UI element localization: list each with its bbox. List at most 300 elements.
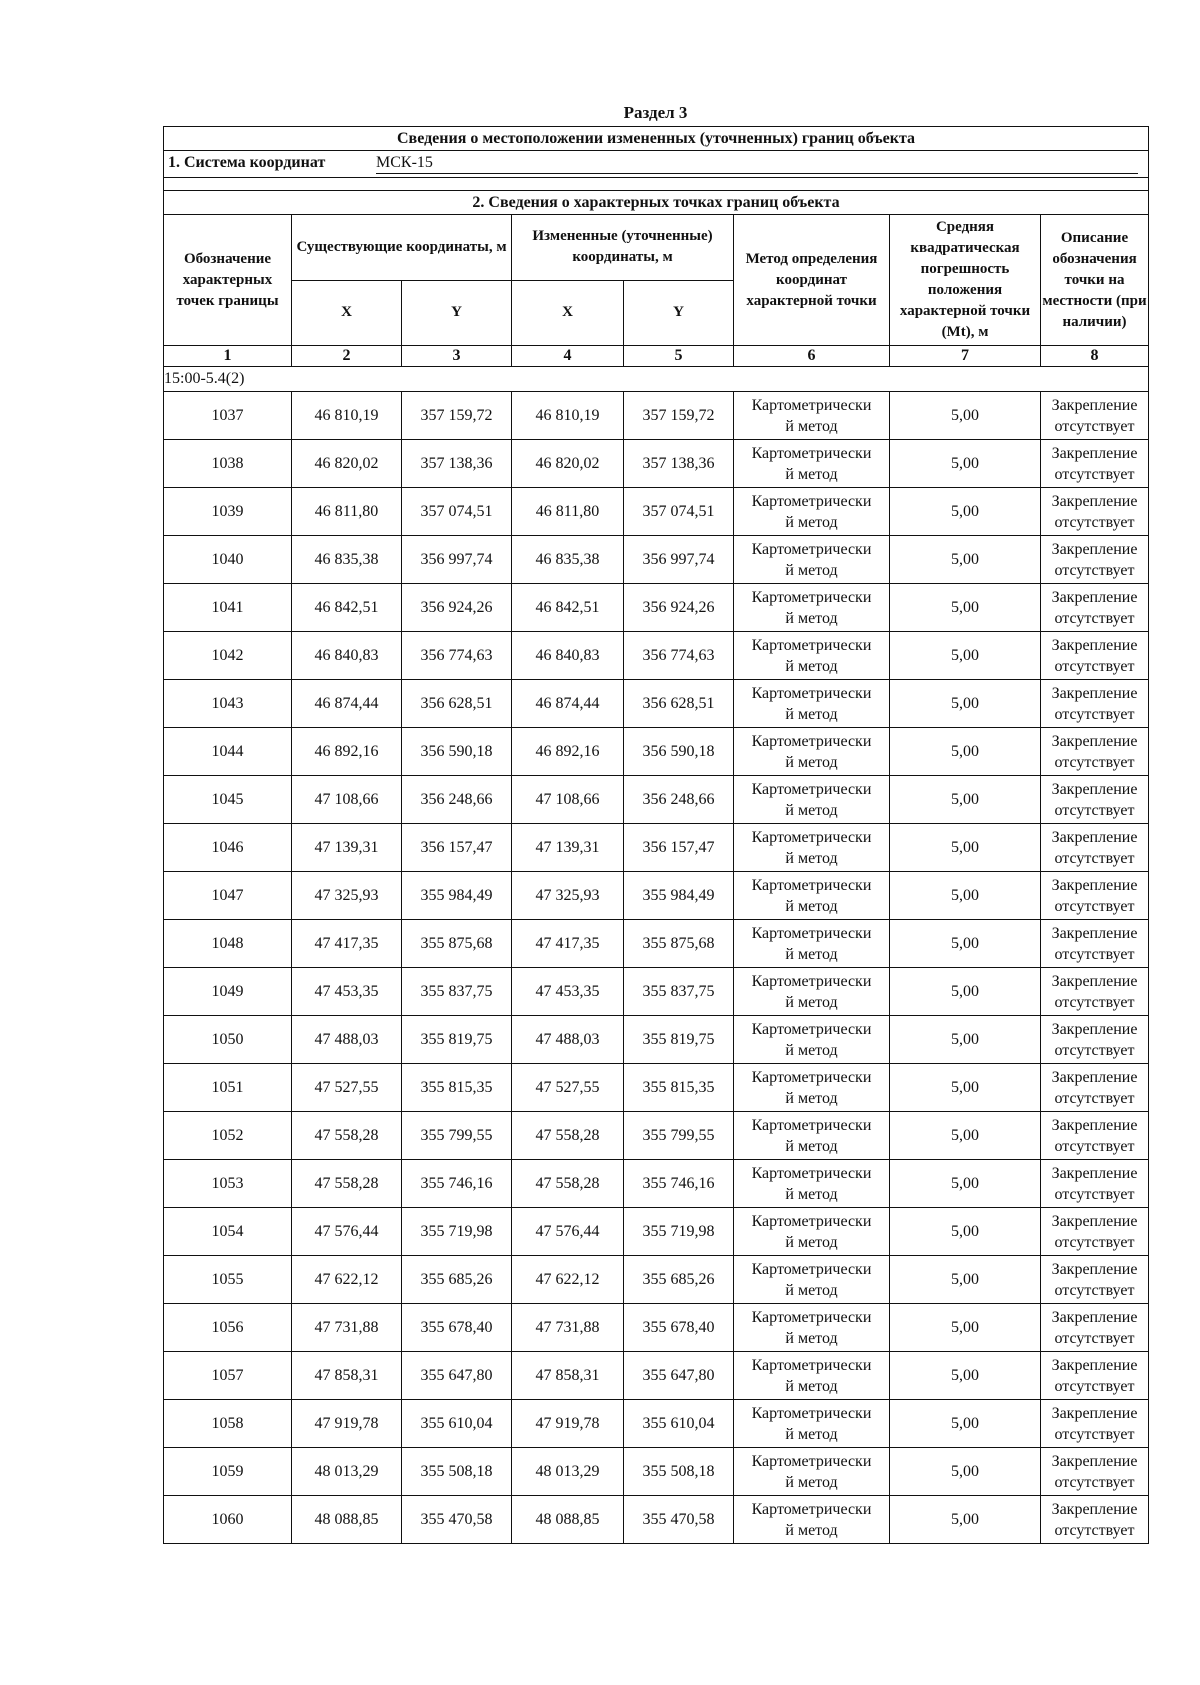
description-line-2: отсутствует bbox=[1054, 945, 1135, 963]
description-line-2: отсутствует bbox=[1054, 801, 1135, 819]
table-row bbox=[164, 488, 1149, 536]
header-y-existing: Y bbox=[402, 280, 512, 346]
method-line-1: Картометрически bbox=[751, 1020, 872, 1038]
method-cell bbox=[734, 1448, 890, 1496]
method-cell bbox=[734, 1112, 890, 1160]
error-value: 5,00 bbox=[890, 632, 1041, 680]
method-cell bbox=[734, 872, 890, 920]
description-line-1: Закрепление bbox=[1051, 972, 1138, 990]
description-cell bbox=[1041, 968, 1149, 1016]
method-line-1: Картометрически bbox=[751, 1452, 872, 1470]
description-line-2: отсутствует bbox=[1054, 657, 1135, 675]
existing-x: 46 842,51 bbox=[292, 584, 402, 632]
header-existing: Существующие координаты, м bbox=[292, 215, 512, 281]
method-line-2: й метод bbox=[785, 609, 838, 627]
description-line-2: отсутствует bbox=[1054, 1041, 1135, 1059]
description-line-1: Закрепление bbox=[1051, 684, 1138, 702]
method-cell bbox=[734, 1352, 890, 1400]
changed-y: 355 875,68 bbox=[624, 920, 734, 968]
description-cell bbox=[1041, 920, 1149, 968]
existing-x: 47 325,93 bbox=[292, 872, 402, 920]
changed-y: 355 647,80 bbox=[624, 1352, 734, 1400]
existing-y: 355 647,80 bbox=[402, 1352, 512, 1400]
table-row bbox=[164, 776, 1149, 824]
changed-x: 46 842,51 bbox=[512, 584, 624, 632]
existing-y: 355 470,58 bbox=[402, 1496, 512, 1544]
method-cell bbox=[734, 1208, 890, 1256]
method-line-2: й метод bbox=[785, 801, 838, 819]
point-id: 1037 bbox=[164, 392, 292, 440]
point-id: 1043 bbox=[164, 680, 292, 728]
description-line-2: отсутствует bbox=[1054, 561, 1135, 579]
error-value: 5,00 bbox=[890, 1064, 1041, 1112]
point-id: 1053 bbox=[164, 1160, 292, 1208]
changed-y: 356 248,66 bbox=[624, 776, 734, 824]
changed-x: 47 558,28 bbox=[512, 1112, 624, 1160]
description-line-1: Закрепление bbox=[1051, 444, 1138, 462]
error-value: 5,00 bbox=[890, 1496, 1041, 1544]
description-cell bbox=[1041, 776, 1149, 824]
changed-y: 355 685,26 bbox=[624, 1256, 734, 1304]
method-line-2: й метод bbox=[785, 849, 838, 867]
point-id: 1040 bbox=[164, 536, 292, 584]
changed-y: 355 815,35 bbox=[624, 1064, 734, 1112]
changed-x: 46 820,02 bbox=[512, 440, 624, 488]
error-value: 5,00 bbox=[890, 1304, 1041, 1352]
column-number: 3 bbox=[402, 346, 512, 367]
method-cell bbox=[734, 632, 890, 680]
description-cell bbox=[1041, 824, 1149, 872]
description-cell bbox=[1041, 1112, 1149, 1160]
point-id: 1041 bbox=[164, 584, 292, 632]
method-line-1: Картометрически bbox=[751, 876, 872, 894]
changed-y: 355 678,40 bbox=[624, 1304, 734, 1352]
point-id: 1059 bbox=[164, 1448, 292, 1496]
description-line-2: отсутствует bbox=[1054, 1425, 1135, 1443]
description-cell bbox=[1041, 536, 1149, 584]
column-number: 2 bbox=[292, 346, 402, 367]
point-id: 1047 bbox=[164, 872, 292, 920]
point-id: 1038 bbox=[164, 440, 292, 488]
point-id: 1056 bbox=[164, 1304, 292, 1352]
description-line-1: Закрепление bbox=[1051, 1356, 1138, 1374]
description-line-1: Закрепление bbox=[1051, 1308, 1138, 1326]
method-line-1: Картометрически bbox=[751, 684, 872, 702]
table-row bbox=[164, 632, 1149, 680]
error-value: 5,00 bbox=[890, 1352, 1041, 1400]
error-value: 5,00 bbox=[890, 728, 1041, 776]
existing-x: 47 622,12 bbox=[292, 1256, 402, 1304]
existing-y: 355 984,49 bbox=[402, 872, 512, 920]
error-value: 5,00 bbox=[890, 872, 1041, 920]
method-cell bbox=[734, 680, 890, 728]
method-line-2: й метод bbox=[785, 1425, 838, 1443]
point-id: 1058 bbox=[164, 1400, 292, 1448]
description-line-1: Закрепление bbox=[1051, 876, 1138, 894]
description-line-1: Закрепление bbox=[1051, 1452, 1138, 1470]
header-method: Метод определения координат характерной точки bbox=[734, 215, 890, 346]
existing-y: 357 159,72 bbox=[402, 392, 512, 440]
error-value: 5,00 bbox=[890, 536, 1041, 584]
header-y-changed: Y bbox=[624, 280, 734, 346]
table-row bbox=[164, 872, 1149, 920]
error-value: 5,00 bbox=[890, 920, 1041, 968]
point-id: 1052 bbox=[164, 1112, 292, 1160]
description-line-1: Закрепление bbox=[1051, 1020, 1138, 1038]
description-cell bbox=[1041, 1016, 1149, 1064]
existing-x: 47 417,35 bbox=[292, 920, 402, 968]
method-line-2: й метод bbox=[785, 753, 838, 771]
description-cell bbox=[1041, 1352, 1149, 1400]
table-row bbox=[164, 1352, 1149, 1400]
method-cell bbox=[734, 488, 890, 536]
description-line-1: Закрепление bbox=[1051, 1164, 1138, 1182]
column-number: 1 bbox=[164, 346, 292, 367]
method-cell bbox=[734, 920, 890, 968]
method-line-2: й метод bbox=[785, 1329, 838, 1347]
existing-x: 47 139,31 bbox=[292, 824, 402, 872]
changed-x: 47 325,93 bbox=[512, 872, 624, 920]
section-title: Раздел 3 bbox=[623, 103, 688, 122]
points-title: 2. Сведения о характерных точках границ объекта bbox=[164, 191, 1149, 215]
description-cell bbox=[1041, 584, 1149, 632]
description-line-2: отсутствует bbox=[1054, 1137, 1135, 1155]
changed-x: 48 013,29 bbox=[512, 1448, 624, 1496]
error-value: 5,00 bbox=[890, 584, 1041, 632]
existing-x: 47 527,55 bbox=[292, 1064, 402, 1112]
error-value: 5,00 bbox=[890, 440, 1041, 488]
error-value: 5,00 bbox=[890, 1208, 1041, 1256]
coord-system-value: МСК-15 bbox=[376, 154, 433, 171]
header-changed: Измененные (уточненные) координаты, м bbox=[512, 215, 734, 281]
changed-y: 355 799,55 bbox=[624, 1112, 734, 1160]
table-row bbox=[164, 1112, 1149, 1160]
changed-y: 355 984,49 bbox=[624, 872, 734, 920]
table-row bbox=[164, 1400, 1149, 1448]
changed-y: 355 508,18 bbox=[624, 1448, 734, 1496]
description-line-2: отсутствует bbox=[1054, 753, 1135, 771]
method-cell bbox=[734, 776, 890, 824]
existing-x: 47 858,31 bbox=[292, 1352, 402, 1400]
changed-x: 47 108,66 bbox=[512, 776, 624, 824]
error-value: 5,00 bbox=[890, 1400, 1041, 1448]
method-cell bbox=[734, 1400, 890, 1448]
method-cell bbox=[734, 968, 890, 1016]
description-cell bbox=[1041, 440, 1149, 488]
description-cell bbox=[1041, 1256, 1149, 1304]
column-number: 6 bbox=[734, 346, 890, 367]
existing-x: 46 835,38 bbox=[292, 536, 402, 584]
existing-y: 355 508,18 bbox=[402, 1448, 512, 1496]
description-line-2: отсутствует bbox=[1054, 609, 1135, 627]
changed-x: 47 576,44 bbox=[512, 1208, 624, 1256]
table-row bbox=[164, 1208, 1149, 1256]
changed-x: 47 919,78 bbox=[512, 1400, 624, 1448]
method-cell bbox=[734, 392, 890, 440]
point-id: 1042 bbox=[164, 632, 292, 680]
changed-y: 356 590,18 bbox=[624, 728, 734, 776]
changed-x: 46 835,38 bbox=[512, 536, 624, 584]
method-cell bbox=[734, 1064, 890, 1112]
description-line-2: отсутствует bbox=[1054, 417, 1135, 435]
method-cell bbox=[734, 440, 890, 488]
changed-x: 47 527,55 bbox=[512, 1064, 624, 1112]
description-cell bbox=[1041, 728, 1149, 776]
method-line-1: Картометрически bbox=[751, 924, 872, 942]
existing-y: 355 837,75 bbox=[402, 968, 512, 1016]
changed-y: 355 746,16 bbox=[624, 1160, 734, 1208]
point-id: 1045 bbox=[164, 776, 292, 824]
method-line-2: й метод bbox=[785, 1377, 838, 1395]
method-line-2: й метод bbox=[785, 945, 838, 963]
existing-x: 46 820,02 bbox=[292, 440, 402, 488]
existing-x: 47 488,03 bbox=[292, 1016, 402, 1064]
existing-x: 47 453,35 bbox=[292, 968, 402, 1016]
method-line-2: й метод bbox=[785, 897, 838, 915]
table-row bbox=[164, 968, 1149, 1016]
existing-y: 355 875,68 bbox=[402, 920, 512, 968]
changed-y: 356 157,47 bbox=[624, 824, 734, 872]
existing-y: 356 774,63 bbox=[402, 632, 512, 680]
changed-y: 357 159,72 bbox=[624, 392, 734, 440]
existing-y: 356 248,66 bbox=[402, 776, 512, 824]
description-line-1: Закрепление bbox=[1051, 396, 1138, 414]
existing-y: 355 678,40 bbox=[402, 1304, 512, 1352]
header-error: Средняя квадратическая погрешность положения характерной точки (Mt), м bbox=[890, 215, 1041, 346]
method-line-2: й метод bbox=[785, 1089, 838, 1107]
changed-x: 47 622,12 bbox=[512, 1256, 624, 1304]
method-line-2: й метод bbox=[785, 1137, 838, 1155]
description-line-1: Закрепление bbox=[1051, 1212, 1138, 1230]
existing-y: 356 924,26 bbox=[402, 584, 512, 632]
method-line-1: Картометрически bbox=[751, 588, 872, 606]
description-line-2: отсутствует bbox=[1054, 705, 1135, 723]
point-id: 1054 bbox=[164, 1208, 292, 1256]
existing-y: 356 628,51 bbox=[402, 680, 512, 728]
method-line-2: й метод bbox=[785, 1233, 838, 1251]
changed-x: 46 810,19 bbox=[512, 392, 624, 440]
header-x-existing: X bbox=[292, 280, 402, 346]
existing-x: 46 840,83 bbox=[292, 632, 402, 680]
error-value: 5,00 bbox=[890, 1448, 1041, 1496]
existing-x: 47 576,44 bbox=[292, 1208, 402, 1256]
column-number: 7 bbox=[890, 346, 1041, 367]
spacer-row bbox=[164, 178, 1149, 191]
point-id: 1057 bbox=[164, 1352, 292, 1400]
method-line-1: Картометрически bbox=[751, 636, 872, 654]
method-cell bbox=[734, 728, 890, 776]
changed-y: 355 837,75 bbox=[624, 968, 734, 1016]
changed-y: 355 610,04 bbox=[624, 1400, 734, 1448]
table-row bbox=[164, 440, 1149, 488]
description-cell bbox=[1041, 872, 1149, 920]
table-row bbox=[164, 1448, 1149, 1496]
existing-x: 47 558,28 bbox=[292, 1112, 402, 1160]
table-row bbox=[164, 824, 1149, 872]
point-id: 1055 bbox=[164, 1256, 292, 1304]
description-line-2: отсутствует bbox=[1054, 993, 1135, 1011]
description-line-1: Закрепление bbox=[1051, 1116, 1138, 1134]
method-line-1: Картометрически bbox=[751, 492, 872, 510]
error-value: 5,00 bbox=[890, 824, 1041, 872]
description-cell bbox=[1041, 1304, 1149, 1352]
existing-y: 355 819,75 bbox=[402, 1016, 512, 1064]
description-line-1: Закрепление bbox=[1051, 588, 1138, 606]
method-line-1: Картометрически bbox=[751, 972, 872, 990]
method-cell bbox=[734, 1256, 890, 1304]
method-cell bbox=[734, 1496, 890, 1544]
error-value: 5,00 bbox=[890, 1256, 1041, 1304]
description-line-1: Закрепление bbox=[1051, 732, 1138, 750]
existing-y: 356 157,47 bbox=[402, 824, 512, 872]
description-cell bbox=[1041, 680, 1149, 728]
error-value: 5,00 bbox=[890, 968, 1041, 1016]
description-cell bbox=[1041, 1448, 1149, 1496]
method-line-2: й метод bbox=[785, 465, 838, 483]
description-cell bbox=[1041, 392, 1149, 440]
table-row bbox=[164, 920, 1149, 968]
table-row bbox=[164, 1256, 1149, 1304]
changed-x: 47 558,28 bbox=[512, 1160, 624, 1208]
method-line-1: Картометрически bbox=[751, 1164, 872, 1182]
description-cell bbox=[1041, 1400, 1149, 1448]
changed-x: 47 858,31 bbox=[512, 1352, 624, 1400]
description-line-2: отсутствует bbox=[1054, 897, 1135, 915]
method-line-2: й метод bbox=[785, 417, 838, 435]
method-cell bbox=[734, 1016, 890, 1064]
method-line-2: й метод bbox=[785, 657, 838, 675]
existing-x: 46 810,19 bbox=[292, 392, 402, 440]
coord-system-row bbox=[164, 151, 1149, 178]
description-line-2: отсутствует bbox=[1054, 1521, 1135, 1539]
existing-y: 357 074,51 bbox=[402, 488, 512, 536]
changed-x: 47 488,03 bbox=[512, 1016, 624, 1064]
method-line-2: й метод bbox=[785, 513, 838, 531]
table-row bbox=[164, 1304, 1149, 1352]
existing-y: 356 590,18 bbox=[402, 728, 512, 776]
description-line-2: отсутствует bbox=[1054, 849, 1135, 867]
description-line-2: отсутствует bbox=[1054, 1329, 1135, 1347]
description-line-1: Закрепление bbox=[1051, 1500, 1138, 1518]
description-cell bbox=[1041, 632, 1149, 680]
error-value: 5,00 bbox=[890, 1016, 1041, 1064]
error-value: 5,00 bbox=[890, 680, 1041, 728]
method-line-1: Картометрически bbox=[751, 1068, 872, 1086]
error-value: 5,00 bbox=[890, 1160, 1041, 1208]
changed-y: 355 719,98 bbox=[624, 1208, 734, 1256]
description-line-2: отсутствует bbox=[1054, 1089, 1135, 1107]
point-id: 1039 bbox=[164, 488, 292, 536]
table-row bbox=[164, 1016, 1149, 1064]
description-cell bbox=[1041, 1160, 1149, 1208]
existing-x: 47 108,66 bbox=[292, 776, 402, 824]
changed-y: 355 470,58 bbox=[624, 1496, 734, 1544]
table-row bbox=[164, 1496, 1149, 1544]
description-cell bbox=[1041, 1496, 1149, 1544]
point-id: 1044 bbox=[164, 728, 292, 776]
method-line-1: Картометрически bbox=[751, 1404, 872, 1422]
method-cell bbox=[734, 536, 890, 584]
header-description: Описание обозначения точки на местности (при наличии) bbox=[1041, 215, 1149, 346]
error-value: 5,00 bbox=[890, 1112, 1041, 1160]
method-line-1: Картометрически bbox=[751, 732, 872, 750]
header-x-changed: X bbox=[512, 280, 624, 346]
table-row bbox=[164, 1064, 1149, 1112]
error-value: 5,00 bbox=[890, 776, 1041, 824]
method-line-2: й метод bbox=[785, 705, 838, 723]
table-row bbox=[164, 680, 1149, 728]
existing-x: 48 013,29 bbox=[292, 1448, 402, 1496]
changed-y: 355 819,75 bbox=[624, 1016, 734, 1064]
existing-y: 357 138,36 bbox=[402, 440, 512, 488]
existing-y: 355 746,16 bbox=[402, 1160, 512, 1208]
description-line-2: отсутствует bbox=[1054, 513, 1135, 531]
column-number: 8 bbox=[1041, 346, 1149, 367]
method-line-2: й метод bbox=[785, 1185, 838, 1203]
table-title: Сведения о местоположении измененных (уточненных) границ объекта bbox=[164, 127, 1149, 151]
description-line-2: отсутствует bbox=[1054, 1185, 1135, 1203]
point-id: 1051 bbox=[164, 1064, 292, 1112]
description-line-1: Закрепление bbox=[1051, 924, 1138, 942]
error-value: 5,00 bbox=[890, 488, 1041, 536]
point-id: 1050 bbox=[164, 1016, 292, 1064]
method-line-1: Картометрически bbox=[751, 828, 872, 846]
existing-x: 46 811,80 bbox=[292, 488, 402, 536]
existing-y: 355 815,35 bbox=[402, 1064, 512, 1112]
point-id: 1049 bbox=[164, 968, 292, 1016]
method-line-2: й метод bbox=[785, 1473, 838, 1491]
method-line-1: Картометрически bbox=[751, 444, 872, 462]
changed-x: 47 417,35 bbox=[512, 920, 624, 968]
changed-x: 46 840,83 bbox=[512, 632, 624, 680]
changed-x: 48 088,85 bbox=[512, 1496, 624, 1544]
method-line-1: Картометрически bbox=[751, 396, 872, 414]
description-line-2: отсутствует bbox=[1054, 1233, 1135, 1251]
description-line-1: Закрепление bbox=[1051, 636, 1138, 654]
header-designation: Обозначение характерных точек границы bbox=[164, 215, 292, 346]
method-line-1: Картометрически bbox=[751, 1260, 872, 1278]
point-id: 1046 bbox=[164, 824, 292, 872]
description-line-2: отсутствует bbox=[1054, 1377, 1135, 1395]
changed-y: 357 074,51 bbox=[624, 488, 734, 536]
description-line-1: Закрепление bbox=[1051, 492, 1138, 510]
method-line-1: Картометрически bbox=[751, 780, 872, 798]
existing-x: 47 558,28 bbox=[292, 1160, 402, 1208]
method-cell bbox=[734, 824, 890, 872]
table-row bbox=[164, 584, 1149, 632]
method-line-2: й метод bbox=[785, 1041, 838, 1059]
existing-y: 355 610,04 bbox=[402, 1400, 512, 1448]
point-id: 1060 bbox=[164, 1496, 292, 1544]
existing-x: 46 892,16 bbox=[292, 728, 402, 776]
description-line-1: Закрепление bbox=[1051, 1404, 1138, 1422]
changed-x: 46 892,16 bbox=[512, 728, 624, 776]
description-cell bbox=[1041, 1064, 1149, 1112]
existing-y: 355 719,98 bbox=[402, 1208, 512, 1256]
method-line-1: Картометрически bbox=[751, 1212, 872, 1230]
description-line-1: Закрепление bbox=[1051, 540, 1138, 558]
point-id: 1048 bbox=[164, 920, 292, 968]
changed-x: 47 453,35 bbox=[512, 968, 624, 1016]
method-line-1: Картометрически bbox=[751, 1356, 872, 1374]
boundary-points-table bbox=[163, 126, 1149, 1544]
changed-y: 356 924,26 bbox=[624, 584, 734, 632]
method-line-2: й метод bbox=[785, 561, 838, 579]
coord-system-label: 1. Система координат bbox=[168, 154, 326, 171]
changed-y: 356 774,63 bbox=[624, 632, 734, 680]
column-number: 4 bbox=[512, 346, 624, 367]
changed-y: 356 997,74 bbox=[624, 536, 734, 584]
